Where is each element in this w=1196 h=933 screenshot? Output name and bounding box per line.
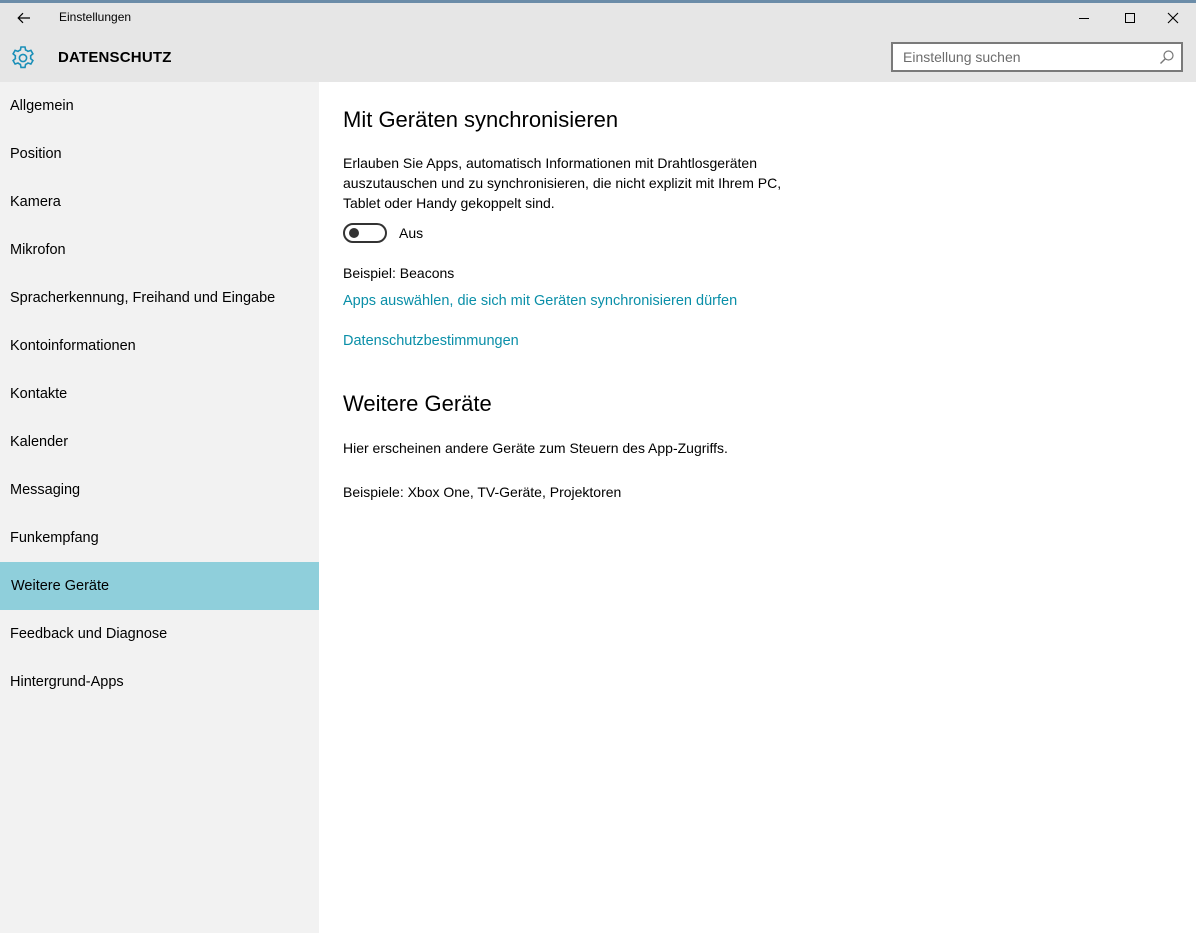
back-button[interactable] <box>8 3 40 33</box>
search-box[interactable] <box>891 42 1183 72</box>
privacy-statement-link[interactable]: Datenschutzbestimmungen <box>343 333 519 349</box>
sidebar-item-mikrofon[interactable]: Mikrofon <box>10 242 66 258</box>
sidebar <box>0 82 319 933</box>
minimize-button[interactable] <box>1061 3 1107 33</box>
content-pane <box>319 82 1196 933</box>
other-devices-heading: Weitere Geräte <box>343 391 492 416</box>
sidebar-item-spracherkennung[interactable]: Spracherkennung, Freihand und Eingabe <box>10 290 276 306</box>
sync-toggle-state: Aus <box>399 225 424 241</box>
minimize-icon <box>1078 12 1090 24</box>
window-title: Einstellungen <box>59 10 132 24</box>
maximize-button[interactable] <box>1107 3 1153 33</box>
sidebar-item-weitere-geraete[interactable]: Weitere Geräte <box>0 562 319 610</box>
search-icon[interactable] <box>1159 49 1175 65</box>
sidebar-item-kalender[interactable]: Kalender <box>10 434 69 450</box>
sidebar-item-feedback-diagnose[interactable]: Feedback und Diagnose <box>10 626 168 642</box>
toggle-knob <box>349 228 359 238</box>
sidebar-item-position[interactable]: Position <box>10 146 62 162</box>
other-devices-description: Hier erscheinen andere Geräte zum Steuern des App-Zugriffs. <box>343 440 728 456</box>
sidebar-item-funkempfang[interactable]: Funkempfang <box>10 530 99 546</box>
sidebar-item-kontakte[interactable]: Kontakte <box>10 386 68 402</box>
search-input[interactable] <box>893 44 1153 70</box>
choose-apps-link[interactable]: Apps auswählen, die sich mit Geräten synchronisieren dürfen <box>343 293 738 309</box>
settings-header <box>0 33 1196 82</box>
maximize-icon <box>1124 12 1136 24</box>
sync-toggle[interactable] <box>343 223 387 243</box>
sync-example: Beispiel: Beacons <box>343 265 455 281</box>
page-title: DATENSCHUTZ <box>58 49 172 66</box>
title-bar <box>0 3 1196 33</box>
close-button[interactable] <box>1150 3 1196 33</box>
sidebar-item-messaging[interactable]: Messaging <box>10 482 81 498</box>
sidebar-item-allgemein[interactable]: Allgemein <box>10 98 74 114</box>
sidebar-item-kontoinformationen[interactable]: Kontoinformationen <box>10 338 136 354</box>
gear-icon <box>10 45 36 71</box>
close-icon <box>1167 12 1179 24</box>
sidebar-item-kamera[interactable]: Kamera <box>10 194 61 210</box>
sync-heading: Mit Geräten synchronisieren <box>343 107 619 132</box>
other-devices-examples: Beispiele: Xbox One, TV-Geräte, Projektoren <box>343 484 622 500</box>
sidebar-item-hintergrund-apps[interactable]: Hintergrund-Apps <box>10 674 124 690</box>
sync-description: Erlauben Sie Apps, automatisch Informationen mit Drahtlosgeräten auszutauschen und zu synchronisieren, die nicht explizit mit Ihrem PC, Tablet oder Handy gekoppelt sind. <box>343 155 782 211</box>
back-arrow-icon <box>17 12 31 24</box>
